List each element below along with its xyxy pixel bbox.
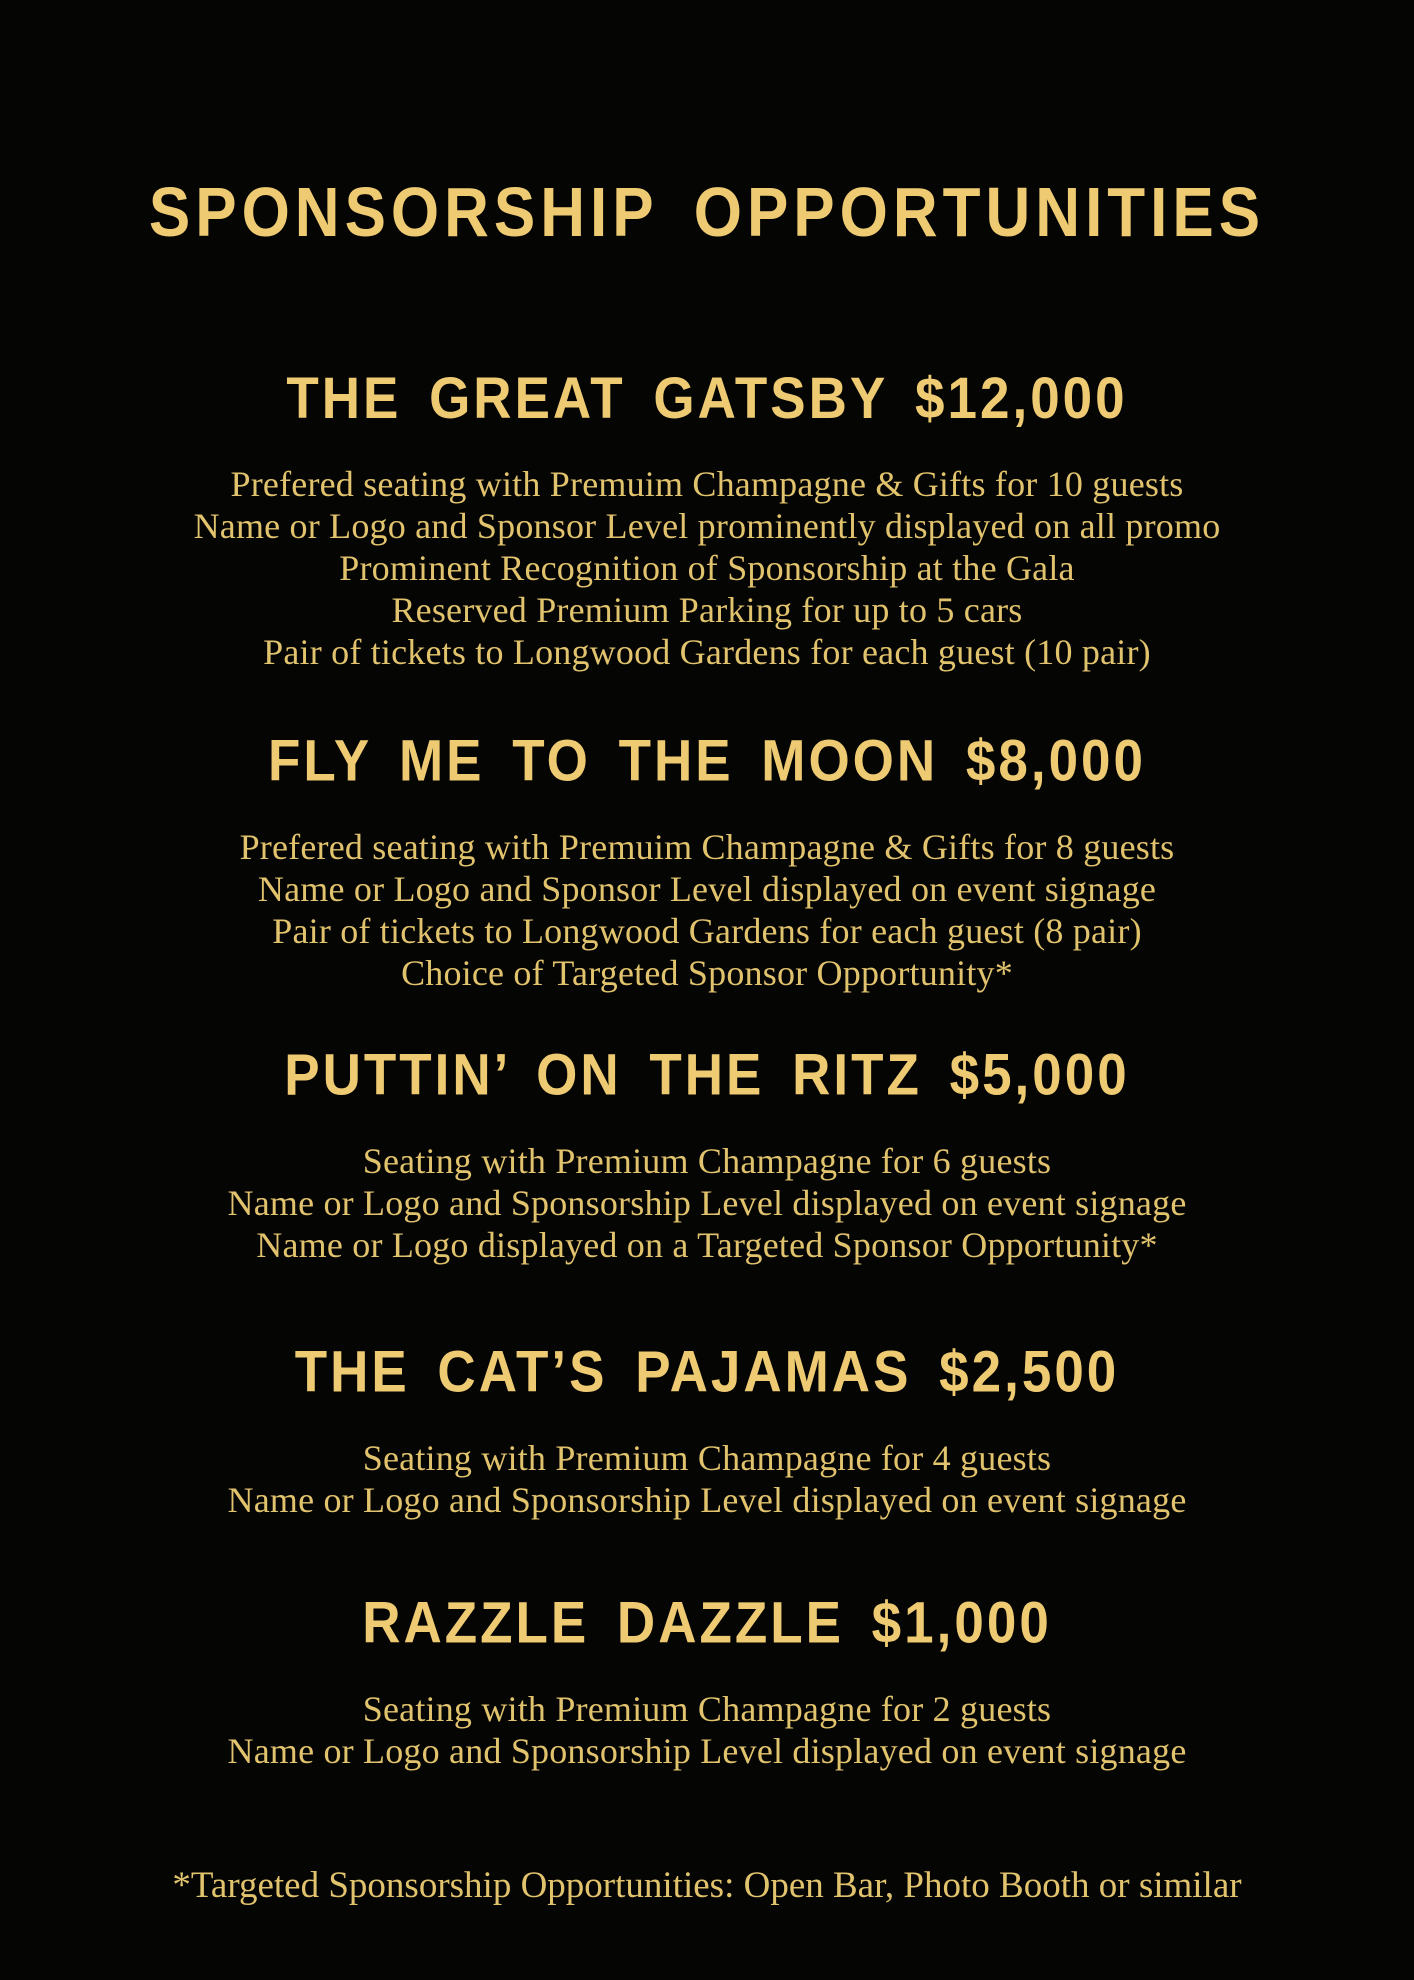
benefit-line: Name or Logo and Sponsor Level prominently displayed on all promo — [193, 505, 1221, 546]
benefit-line: Name or Logo and Sponsorship Level displayed on event signage — [227, 1730, 1187, 1771]
benefit-line: Name or Logo and Sponsorship Level displayed on event signage — [227, 1182, 1187, 1223]
benefit-line: Name or Logo displayed on a Targeted Sponsor Opportunity* — [256, 1224, 1158, 1265]
benefit-line: Seating with Premium Champagne for 4 guests — [362, 1437, 1052, 1478]
benefit-line: Name or Logo and Sponsor Level displayed on event signage — [257, 868, 1157, 909]
tier-benefits-cats-pajamas — [40, 1437, 1374, 1521]
tier-heading-cats-pajamas: THE CAT’S PAJAMAS $2,500 — [294, 1339, 1120, 1405]
tier-benefits-great-gatsby — [40, 463, 1374, 673]
tier-heading-fly-me-to-the-moon: FLY ME TO THE MOON $8,000 — [267, 728, 1147, 794]
benefit-line: Prefered seating with Premuim Champagne & Gifts for 8 guests — [239, 826, 1175, 867]
tier-section-fly-me-to-the-moon — [40, 728, 1374, 994]
benefit-line: Prominent Recognition of Sponsorship at the Gala — [339, 547, 1075, 588]
benefit-line: Prefered seating with Premuim Champagne & Gifts for 10 guests — [230, 463, 1184, 504]
tier-section-puttin-on-the-ritz — [40, 1042, 1374, 1266]
benefit-line: Choice of Targeted Sponsor Opportunity* — [401, 952, 1013, 993]
benefit-line: Pair of tickets to Longwood Gardens for each guest (8 pair) — [272, 910, 1142, 951]
page-title: SPONSORSHIP OPPORTUNITIES — [148, 173, 1266, 251]
tier-section-great-gatsby — [40, 365, 1374, 673]
benefit-line: Seating with Premium Champagne for 6 guests — [362, 1140, 1052, 1181]
benefit-line: Seating with Premium Champagne for 2 guests — [362, 1688, 1052, 1729]
tier-benefits-razzle-dazzle — [40, 1688, 1374, 1772]
tier-heading-great-gatsby: THE GREAT GATSBY $12,000 — [286, 365, 1128, 431]
targeted-sponsorship-footnote: *Targeted Sponsorship Opportunities: Open Bar, Photo Booth or similar — [172, 1864, 1242, 1906]
tier-section-cats-pajamas — [40, 1339, 1374, 1521]
benefit-line: Name or Logo and Sponsorship Level displayed on event signage — [227, 1479, 1187, 1520]
benefit-line: Reserved Premium Parking for up to 5 cars — [391, 589, 1023, 630]
tier-benefits-fly-me-to-the-moon — [40, 826, 1374, 994]
benefit-line: Pair of tickets to Longwood Gardens for each guest (10 pair) — [263, 631, 1151, 672]
tier-heading-puttin-on-the-ritz: PUTTIN’ ON THE RITZ $5,000 — [284, 1042, 1130, 1108]
tier-heading-razzle-dazzle: RAZZLE DAZZLE $1,000 — [362, 1590, 1052, 1656]
tier-benefits-puttin-on-the-ritz — [40, 1140, 1374, 1266]
tier-section-razzle-dazzle — [40, 1590, 1374, 1772]
